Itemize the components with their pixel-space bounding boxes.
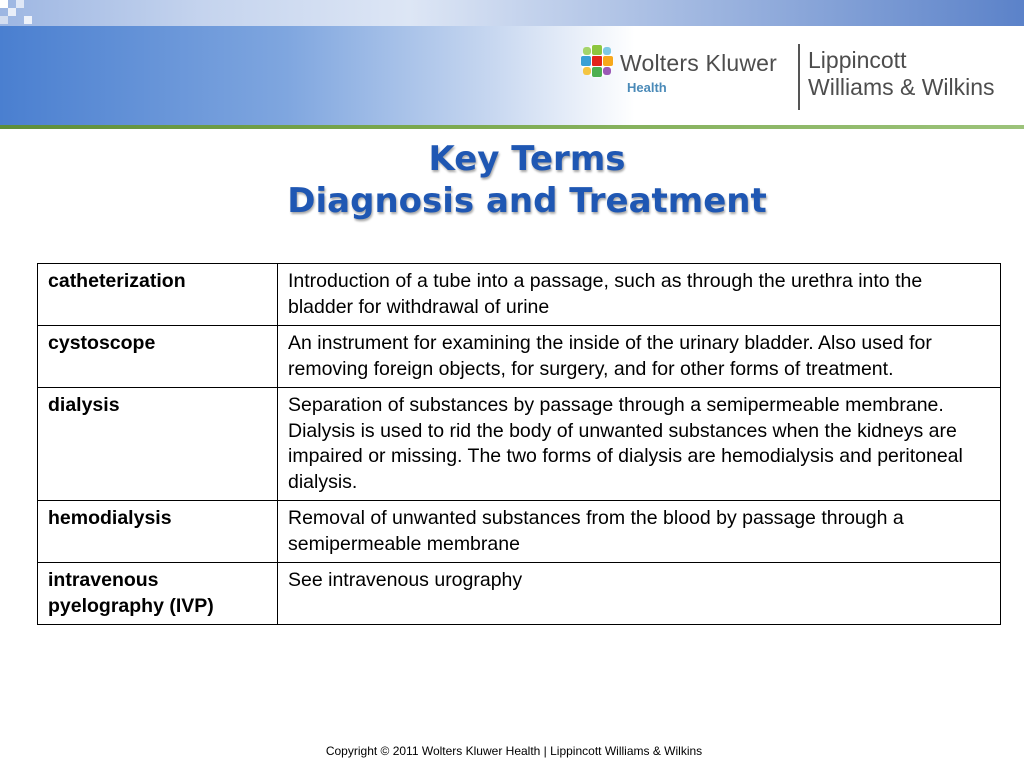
- definition-cell: Separation of substances by passage through a semipermeable membrane. Dialysis is used to rid the body of unwanted substances when the kidneys are impaired or missing. The two forms of dialysis are hemodialysis and peritoneal dialysis.: [278, 388, 1001, 501]
- slide-title: [0, 138, 1024, 222]
- copyright-footer: Copyright © 2011 Wolters Kluwer Health | Lippincott Williams & Wilkins: [325, 744, 703, 758]
- key-terms-table: [37, 263, 1001, 625]
- brand-subtitle: Health: [627, 80, 667, 95]
- term-cell: cystoscope: [38, 326, 278, 388]
- table-row: [38, 264, 1001, 326]
- table-row: [38, 563, 1001, 625]
- brand-name: Wolters Kluwer: [620, 50, 778, 76]
- publisher-logo: [580, 42, 1020, 114]
- table-row: [38, 326, 1001, 388]
- definition-cell: Removal of unwanted substances from the blood by passage through a semipermeable membrane: [278, 501, 1001, 563]
- partner-name: [808, 47, 995, 101]
- header-top-bar: [0, 0, 1024, 26]
- term-cell: hemodialysis: [38, 501, 278, 563]
- term-cell: dialysis: [38, 388, 278, 501]
- slide-header: [0, 0, 1024, 126]
- corner-squares-decoration: [0, 0, 40, 26]
- definition-cell: An instrument for examining the inside of the urinary bladder. Also used for removing foreign objects, for surgery, and for other forms of treatment.: [278, 326, 1001, 388]
- table-row: [38, 388, 1001, 501]
- logo-divider: [798, 44, 800, 110]
- partner-name-line2: Williams & Wilkins: [808, 74, 995, 100]
- header-accent-line: [0, 125, 1024, 129]
- definition-cell: Introduction of a tube into a passage, such as through the urethra into the bladder for withdrawal of urine: [278, 264, 1001, 326]
- definition-cell: See intravenous urography: [278, 563, 1001, 625]
- slide-title-line2: Diagnosis and Treatment: [287, 181, 767, 221]
- partner-name-line1: Lippincott: [808, 47, 907, 73]
- slide-title-line1: Key Terms: [428, 139, 626, 179]
- term-cell: catheterization: [38, 264, 278, 326]
- table-row: [38, 501, 1001, 563]
- term-cell: intravenous pyelography (IVP): [38, 563, 278, 625]
- globe-logo-icon: [580, 44, 614, 78]
